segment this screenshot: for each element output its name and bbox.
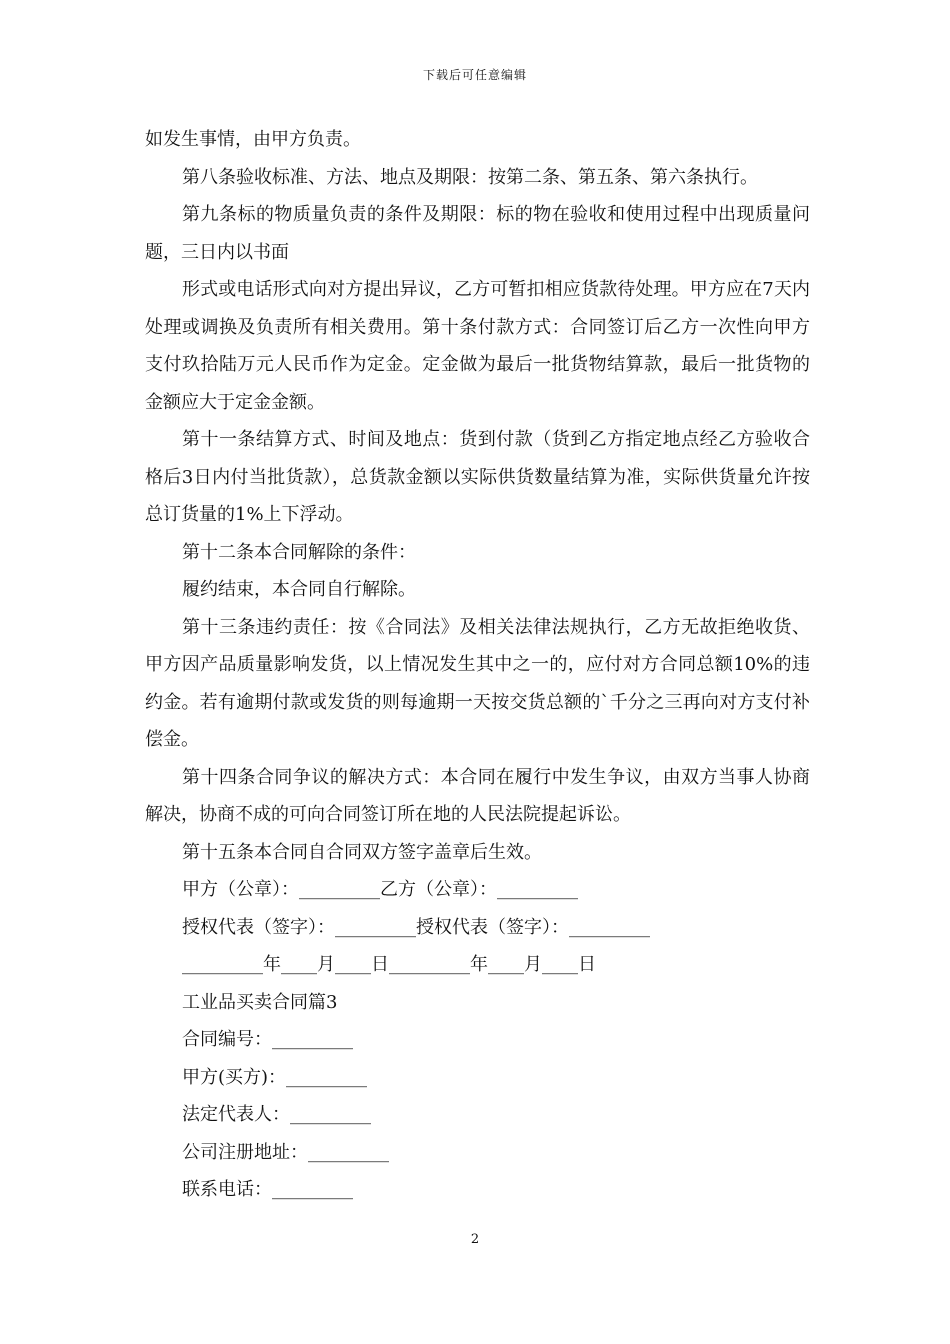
paragraph-article-15: 第十五条本合同自合同双方签字盖章后生效。 xyxy=(182,841,542,863)
paragraph-article-9-cont: 形式或电话形式向对方提出异议，乙方可暂扣相应货款待处理。甲方应在7天内处理或调换及负责所有相关费用。第十条付款方式：合同签订后乙方一次性向甲方支付玖拾陆万元人民币作为定金。定金做为最后一批货物结算款，最后一批货物的金额应大于定金金额。 xyxy=(145,279,810,413)
paragraph-article-12: 第十二条本合同解除的条件： xyxy=(182,541,416,563)
paragraph-article-14: 第十四条合同争议的解决方式：本合同在履行中发生争议，由双方当事人协商解决，协商不成的可向合同签订所在地的人民法院提起诉讼。 xyxy=(145,766,810,825)
paragraph-article-9: 第九条标的物质量负责的条件及期限：标的物在验收和使用过程中出现质量问题，三日内以书面 xyxy=(145,204,810,263)
signature-representative-line: 授权代表（签字）：_________授权代表（签字）：_________ xyxy=(182,916,650,938)
page-header: 下载后可任意编辑 xyxy=(422,68,527,82)
paragraph-article-11: 第十一条结算方式、时间及地点：货到付款（货到乙方指定地点经乙方验收合格后3日内付当批货款），总货款金额以实际供货数量结算为准，实际供货量允许按总订货量的1%上下浮动。 xyxy=(145,429,810,525)
signature-seal-line: 甲方（公章）：_________乙方（公章）：_________ xyxy=(182,879,578,900)
page-number: 2 xyxy=(470,1232,480,1247)
field-contract-number: 合同编号：_________ xyxy=(182,1029,353,1050)
paragraph-article-8: 第八条验收标准、方法、地点及期限：按第二条、第五条、第六条执行。 xyxy=(182,166,758,188)
signature-date-line: _________年____月____日_________年____月____日 xyxy=(182,954,596,975)
paragraph-termination: 履约结束，本合同自行解除。 xyxy=(182,579,416,600)
field-buyer: 甲方(买方)：_________ xyxy=(182,1066,368,1088)
paragraph-article-13: 第十三条违约责任：按《合同法》及相关法律法规执行，乙方无故拒绝收货、甲方因产品质量影响发货，以上情况发生其中之一的，应付对方合同总额10%的违约金。若有逾期付款或发货的则每逾期一天按交货总额的`千分之三再向对方支付补偿金。 xyxy=(145,616,810,750)
document-body xyxy=(145,121,810,1209)
field-legal-representative: 法定代表人：_________ xyxy=(182,1104,371,1125)
field-registered-address: 公司注册地址：_________ xyxy=(182,1141,389,1163)
section-title: 工业品买卖合同篇3 xyxy=(182,991,338,1013)
paragraph-responsibility: 如发生事情，由甲方负责。 xyxy=(145,129,361,150)
field-phone: 联系电话：_________ xyxy=(182,1179,353,1200)
